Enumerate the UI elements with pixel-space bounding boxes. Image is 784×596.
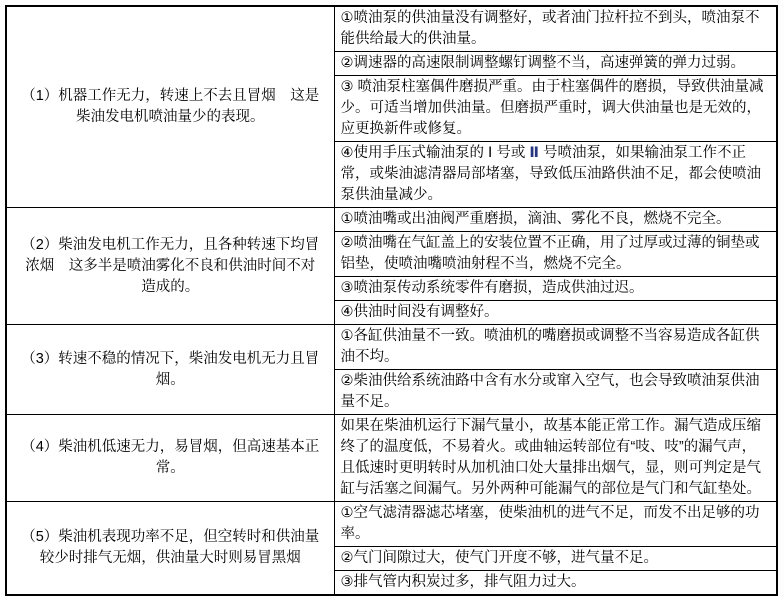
problem-cell-1: （1）机器工作无力，转速上不去且冒烟 这是柴油发电机喷油量少的表现。 (6, 6, 334, 208)
cause-cell-3-2: ②柴油供给系统油路中含有水分或窜入空气，也会导致喷油泵供油量不足。 (334, 370, 777, 415)
problem-cell-4: （4）柴油机低速无力，易冒烟，但高速基本正常。 (6, 415, 334, 502)
troubleshooting-table (5, 5, 778, 596)
cause-cell-2-1: ①喷油嘴或出油阀严重磨损，滴油、雾化不良，燃烧不完全。 (334, 208, 777, 232)
cause-cell-1-2: ②调速器的高速限制调整螺钉调整不当，高速弹簧的弹力过弱。 (334, 52, 777, 76)
roman-numeral-two: Ⅱ (529, 145, 539, 161)
cause-cell-3-1: ①各缸供油量不一致。喷油机的嘴磨损或调整不当容易造成各缸供油不均。 (334, 325, 777, 370)
problem-cell-2: （2）柴油发电机工作无力，且各种转速下均冒浓烟 这多半是喷油雾化不良和供油时间不对造成的。 (6, 208, 334, 325)
cause-cell-2-4: ④供油时间没有调整好。 (334, 301, 777, 325)
problem-cell-5: （5）柴油机表现功率不足，但空转时和供油量较少时排气无烟，供油量大时则易冒黑烟 (6, 502, 334, 596)
table-row (6, 415, 777, 502)
table-row (6, 208, 777, 232)
cause-cell-5-1: ①空气滤清器滤芯堵塞，使柴油机的进气不足，而发不出足够的功率。 (334, 502, 777, 547)
cause-cell-5-2: ②气门间隙过大，使气门开度不够，进气量不足。 (334, 547, 777, 571)
cause-cell-1-1: ①喷油泵的供油量没有调整好，或者油门拉杆拉不到头，喷油泵不能供给最大的供油量。 (334, 6, 777, 52)
cause-cell-2-2: ②喷油嘴在气缸盖上的安装位置不正确，用了过厚或过薄的铜垫或铝垫，使喷油嘴喷油射程不当，燃烧不完全。 (334, 232, 777, 277)
cause-cell-5-3: ③排气管内积炭过多，排气阻力过大。 (334, 571, 777, 596)
cause-cell-2-3: ③喷油泵传动系统零件有磨损，造成供油过迟。 (334, 277, 777, 301)
cause-cell-1-4 (334, 142, 777, 208)
cause-text-segment: ④使用手压式输油泵的 Ⅰ 号或 (340, 145, 530, 161)
problem-cell-3: （3）转速不稳的情况下，柴油发电机无力且冒烟。 (6, 325, 334, 415)
cause-cell-4-1: 如果在柴油机运行下漏气量小，故基本能正常工作。漏气造成压缩终了的温度低，不易着火。或曲轴运转部位有“吱、吱”的漏气声，且低速时更明转时从加机油口处大量排出烟气，显，则可判定是气缸与活塞之间漏气。另外两种可能漏气的部位是气门和气缸垫处。 (334, 415, 777, 502)
cause-text-segment: 号喷油泵，如果输油泵工作不正常，或柴油滤清器局部堵塞，导致低压油路供油不足，都会使喷油泵供油量减少。 (340, 145, 762, 203)
table-row (6, 6, 777, 52)
table-row (6, 325, 777, 370)
cause-cell-1-3: ③ 喷油泵柱塞偶件磨损严重。由于柱塞偶件的磨损，导致供油量减少。可适当增加供油量。但磨损严重时，调大供油量也是无效的，应更换新件或修复。 (334, 76, 777, 142)
